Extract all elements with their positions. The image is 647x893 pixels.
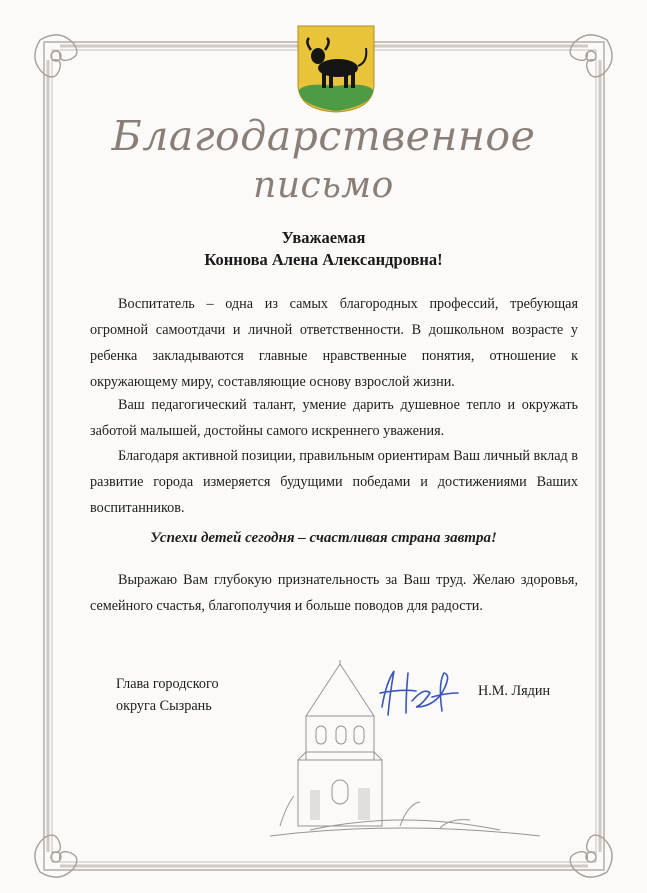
recipient-name: Коннова Алена Александровна!: [204, 250, 443, 269]
greeting-salutation: Уважаемая: [281, 228, 366, 247]
signatory-title-line2: округа Сызрань: [116, 698, 212, 714]
handwritten-signature: [372, 663, 462, 723]
signatory-title-line1: Глава городского: [116, 676, 219, 692]
signatory-title: [116, 673, 219, 717]
signatory-name: Н.М. Лядин: [478, 683, 551, 699]
closing-paragraph: Выражаю Вам глубокую признательность за Ваш труд. Желаю здоровья, семейного счастья, благополучия и больше поводов для радости.: [90, 572, 578, 614]
body-paragraph: Воспитатель – одна из самых благородных профессий, требующая огромной самоотдачи и личной ответственности. В дошкольном возрасте у ребенка закладываются главные нравственные понятия, отношение к окружающему миру, составляющие основу взрослой жизни.: [90, 296, 578, 390]
letter-heading-line2: письмо: [253, 165, 394, 206]
body-paragraph: Благодаря активной позиции, правильным ориентирам Ваш личный вклад в развитие города измеряется будущими победами и достижениями Ваших воспитанников.: [90, 448, 578, 516]
motto-line: Успехи детей сегодня – счастливая страна завтра!: [150, 530, 497, 546]
letter-heading-line1: Благодарственное: [111, 112, 536, 160]
coat-of-arms-emblem: [296, 24, 376, 114]
body-paragraph: Ваш педагогический талант, умение дарить душевное тепло и окружать заботой малышей, достойны самого искреннего уважения.: [90, 397, 578, 439]
